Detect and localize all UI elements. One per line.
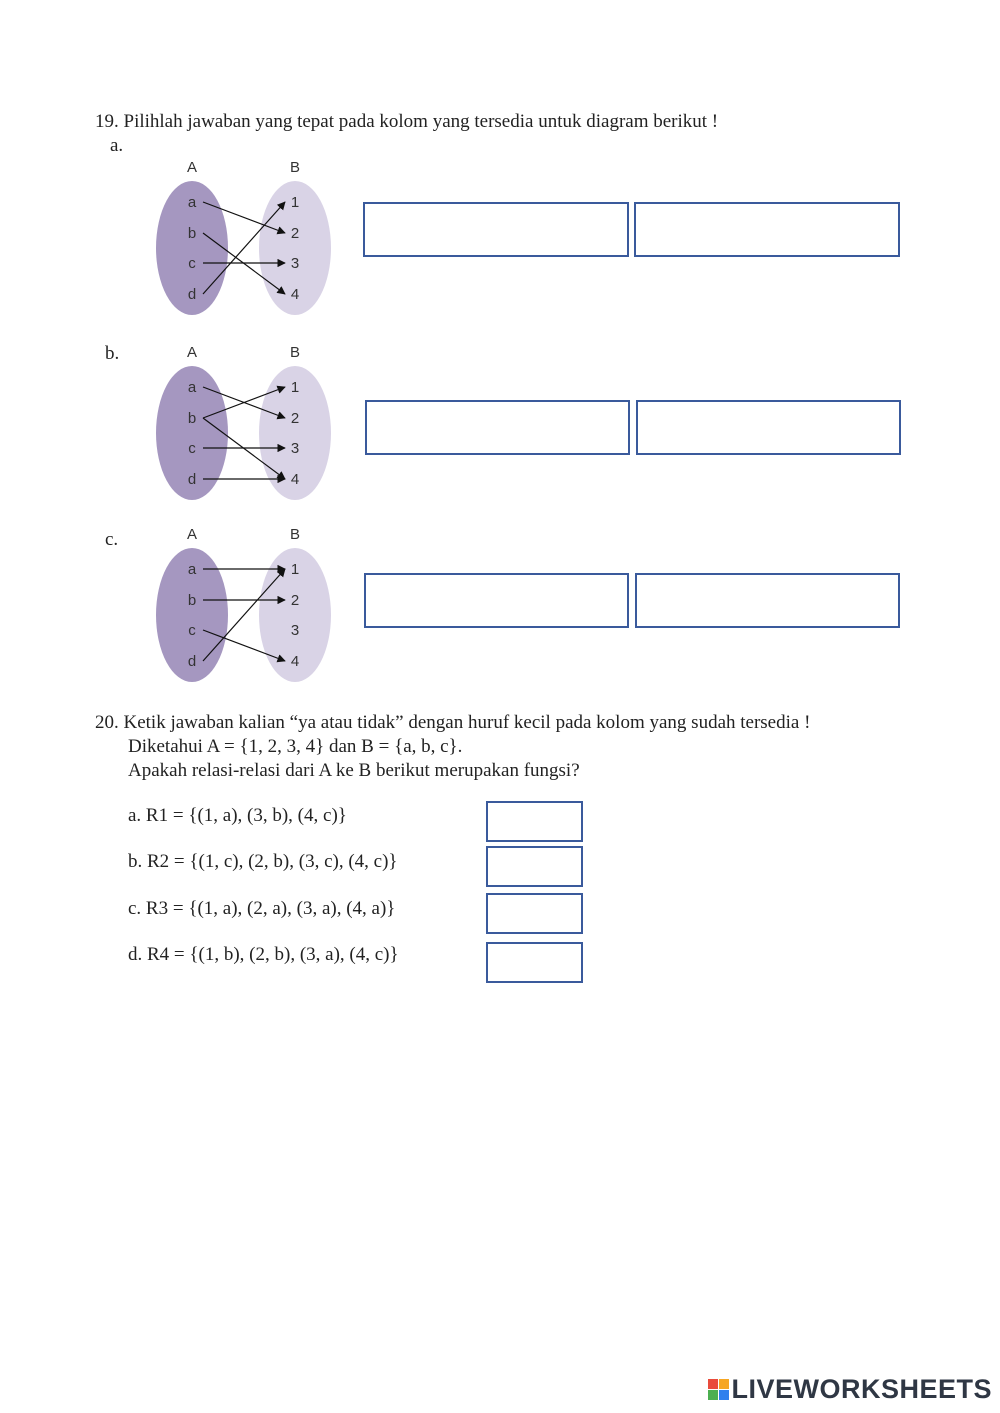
liveworksheets-logo-icon — [708, 1379, 729, 1400]
domain-element: a — [187, 194, 197, 211]
domain-element: b — [187, 225, 197, 242]
codomain-element: 3 — [290, 255, 300, 272]
codomain-element: 1 — [290, 379, 300, 396]
logo-tile — [719, 1390, 729, 1400]
q19-item-b-label: b. — [105, 343, 120, 364]
q19-item-a-label: a. — [110, 135, 124, 156]
codomain-element: 2 — [290, 225, 300, 242]
domain-element: d — [187, 653, 197, 670]
codomain-element: 3 — [290, 622, 300, 639]
domain-element: d — [187, 286, 197, 303]
q19-b-answer-box-2[interactable] — [636, 400, 901, 455]
logo-tile — [708, 1390, 718, 1400]
q20-title: 20. Ketik jawaban kalian “ya atau tidak” dengan huruf kecil pada kolom yang sudah tersedia ! — [95, 712, 811, 733]
brand-name: LIVEWORKSHEETS — [731, 1374, 992, 1404]
codomain-element: 4 — [290, 471, 300, 488]
q19-a-answer-box-1[interactable] — [363, 202, 629, 257]
codomain-element: 1 — [290, 561, 300, 578]
domain-element: c — [188, 255, 196, 272]
q19-b-answer-box-1[interactable] — [365, 400, 630, 455]
q19-c-answer-box-1[interactable] — [364, 573, 629, 628]
q19-c-answer-box-2[interactable] — [635, 573, 900, 628]
codomain-element: 1 — [290, 194, 300, 211]
q20-given: Diketahui A = {1, 2, 3, 4} dan B = {a, b, c}. — [128, 736, 463, 757]
q19-item-a-diagram — [145, 155, 335, 315]
set-a-label: A — [186, 344, 198, 361]
mapping-diagram — [145, 155, 335, 315]
q20-item-a: a. R1 = {(1, a), (3, b), (4, c)} — [128, 805, 347, 826]
codomain-element: 4 — [290, 653, 300, 670]
set-a-label: A — [186, 526, 198, 543]
q20-b-answer-box[interactable] — [486, 846, 583, 887]
domain-element: c — [188, 440, 196, 457]
q19-item-c-label: c. — [105, 529, 119, 550]
codomain-element: 3 — [290, 440, 300, 457]
logo-tile — [719, 1379, 729, 1389]
q20-d-answer-box[interactable] — [486, 942, 583, 983]
mapping-diagram — [145, 340, 335, 500]
q20-item-d: d. R4 = {(1, b), (2, b), (3, a), (4, c)} — [128, 944, 399, 965]
q19-item-b-diagram — [145, 340, 335, 500]
domain-element: b — [187, 410, 197, 427]
q20-item-c: c. R3 = {(1, a), (2, a), (3, a), (4, a)} — [128, 898, 396, 919]
q19-title: 19. Pilihlah jawaban yang tepat pada kolom yang tersedia untuk diagram berikut ! — [95, 111, 719, 132]
domain-element: d — [187, 471, 197, 488]
set-b-label: B — [289, 344, 301, 361]
q19-item-c-diagram — [145, 522, 335, 682]
q20-question: Apakah relasi-relasi dari A ke B berikut merupakan fungsi? — [128, 760, 580, 781]
mapping-diagram — [145, 522, 335, 682]
q20-a-answer-box[interactable] — [486, 801, 583, 842]
codomain-element: 2 — [290, 592, 300, 609]
q20-c-answer-box[interactable] — [486, 893, 583, 934]
domain-element: b — [187, 592, 197, 609]
set-a-label: A — [186, 159, 198, 176]
domain-element: a — [187, 561, 197, 578]
liveworksheets-logo — [708, 1374, 992, 1405]
codomain-element: 2 — [290, 410, 300, 427]
set-b-label: B — [289, 159, 301, 176]
domain-element: c — [188, 622, 196, 639]
domain-element: a — [187, 379, 197, 396]
q20-item-b: b. R2 = {(1, c), (2, b), (3, c), (4, c)} — [128, 851, 398, 872]
q19-a-answer-box-2[interactable] — [634, 202, 900, 257]
set-b-label: B — [289, 526, 301, 543]
logo-tile — [708, 1379, 718, 1389]
codomain-element: 4 — [290, 286, 300, 303]
